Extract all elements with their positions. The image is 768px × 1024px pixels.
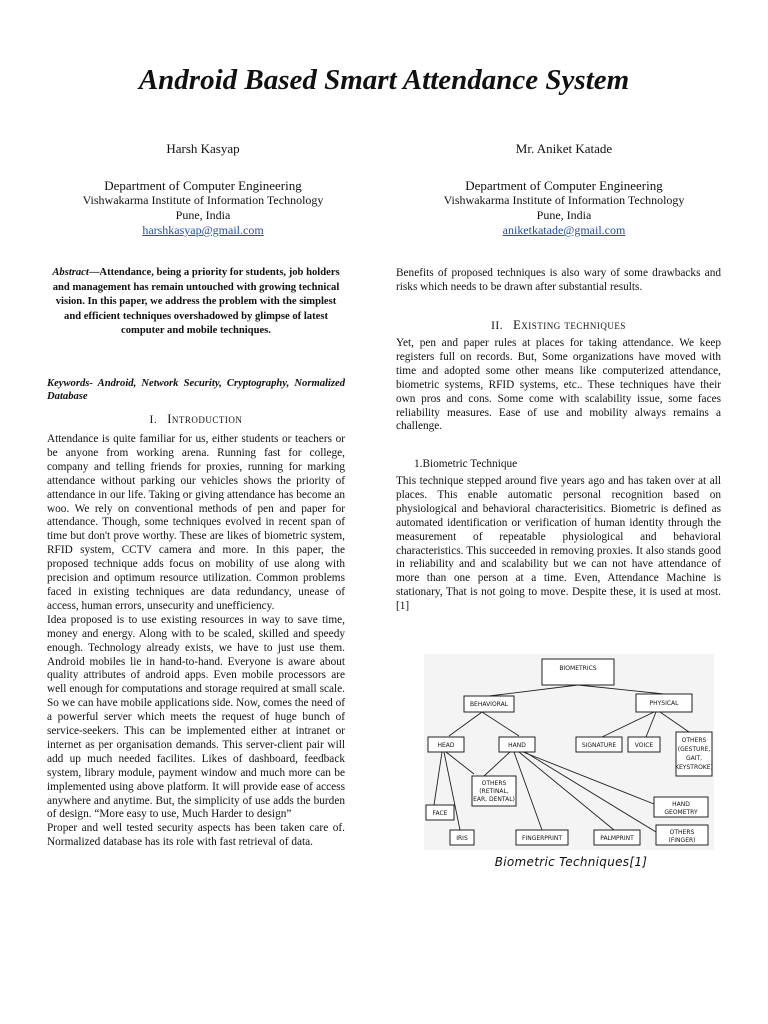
section-title: Existing techniques [513, 318, 626, 332]
node-label: PHYSICAL [649, 700, 679, 707]
paper-title: Android Based Smart Attendance System [138, 64, 630, 96]
node-iris [450, 830, 474, 845]
biometric-tree-figure [424, 654, 714, 850]
node-label: HAND [508, 742, 526, 749]
introduction-body [47, 433, 345, 850]
author-email-link[interactable]: aniketkatade@gmail.com [502, 223, 626, 237]
author-department: Department of Computer Engineering [104, 178, 302, 193]
node-label: HAND [672, 801, 690, 808]
right-intro-paragraph: Benefits of proposed techniques is also wary of some drawbacks and risks which needs to be drawn after substantial results. [396, 267, 721, 293]
node-label: KEYSTROKE) [675, 764, 713, 771]
author-name: Harsh Kasyap [166, 141, 240, 156]
existing-techniques-paragraph: Yet, pen and paper rules at places for taking attendance. We keep registers full on records. But, Some organizations have moved with time and adopted some other means like computerized attendance, biometric systems, RFID systems, etc.. These techniques have their own pros and cons. Some come with scalability issue, some faces reliability measures. Ease of use and mobility always remains a challenge. [396, 337, 721, 433]
abstract-text: Attendance, being a priority for students, job holders and management has remain untouched with growing technical vision. In this paper, we address the problem with the simplest and efficient techniques overshadowed by glimpse of latest computer and mobile techniques. [52, 267, 340, 336]
section-title: Introduction [167, 412, 243, 426]
node-head [428, 737, 464, 752]
section-number: I. [149, 414, 158, 426]
author-institute: Vishwakarma Institute of Information Technology [443, 193, 685, 207]
author-department: Department of Computer Engineering [465, 178, 663, 193]
node-label: BIOMETRICS [559, 665, 597, 672]
node-biometrics [542, 659, 614, 685]
abstract-lead: Abstract [52, 267, 89, 278]
node-palmprint [594, 830, 640, 845]
node-physical [636, 694, 692, 712]
node-label: GAIT, [685, 755, 703, 762]
node-label: (RETINAL, [479, 788, 509, 795]
node-hand [499, 737, 535, 752]
node-label: IRIS [456, 835, 468, 842]
node-label: FACE [432, 810, 448, 817]
author-city: Pune, India [536, 208, 592, 222]
node-label: GEOMETRY [664, 809, 698, 816]
author-name: Mr. Aniket Katade [515, 141, 613, 156]
node-hand-geometry [654, 797, 708, 817]
subsection-heading-biometric: 1.Biometric Technique [414, 458, 518, 470]
author-block-2 [399, 141, 729, 238]
node-label: PALMPRINT [600, 835, 634, 842]
node-label: EAR, DENTAL) [473, 796, 515, 803]
section-number: II. [491, 320, 504, 332]
node-signature [576, 737, 622, 752]
node-voice [628, 737, 660, 752]
node-label: OTHERS [481, 780, 507, 787]
keywords: Keywords- Android, Network Security, Cryptography, Normalized Database [47, 378, 345, 402]
node-behavioral [464, 696, 514, 712]
abstract [47, 266, 345, 339]
node-label: BEHAVIORAL [469, 701, 509, 708]
node-others-finger [656, 825, 708, 845]
node-label: (GESTURE, [677, 746, 711, 753]
node-label: VOICE [634, 742, 654, 749]
author-city: Pune, India [175, 208, 231, 222]
author-block-1 [38, 141, 368, 238]
node-face [426, 805, 454, 820]
figure-caption: Biometric Techniques[1] [494, 855, 648, 869]
node-label: SIGNATURE [581, 742, 617, 749]
introduction-paragraph-3: Proper and well tested security aspects has been taken care of. Normalized database has its role with fast retrieval of data. [47, 822, 345, 849]
node-label: HEAD [437, 742, 455, 749]
node-label: FINGERPRINT [521, 835, 563, 842]
section-heading-existing-techniques [396, 319, 721, 334]
node-fingerprint [516, 830, 568, 845]
biometric-tree-diagram [424, 654, 714, 850]
introduction-paragraph-1: Attendance is quite familiar for us, either students or teachers or be anyone from working arena. Running fast for college, company and telling friends for proxies, running for marking attendance without parking our vehicles shows the priority of attendance in our life. Taking or giving attendance has become an woo. We rely on conventional methods of pen and paper for attendance. Though, some techniques evolved in recent span of time but don't prove worthy. These are likes of biometric system, RFID system, CCTV camera and more. In this paper, the proposed technique adds focus on mobility of use along with precision and optimum resource utilization. Common problems faced in existing techniques are data redundancy, unease of access, human errors, unsecurity and unefficiency. [47, 433, 345, 612]
node-others-physical [675, 732, 713, 776]
section-heading-introduction [47, 413, 345, 428]
node-label: OTHERS [681, 737, 707, 744]
author-institute: Vishwakarma Institute of Information Technology [82, 193, 324, 207]
biometric-paragraph: This technique stepped around five years ago and has taken over at all places. This enable automatic personal recognition based on physiological and behavioral characterisitics. Biometric is defined as automated identification or verification of human identity through the measurement of repeatable physiological and behavioral characteristics. This succeeded in removing proxies. It also stands good in reliability and and scalability but we can not have attendance of more than one person at a time. Even, Attendance Machine is stationary, That is not going to move. Despite these, it is used at most.[1] [396, 475, 721, 613]
author-email-link[interactable]: harshkasyap@gmail.com [142, 223, 264, 237]
introduction-paragraph-2: Idea proposed is to use existing resources in way to save time, money and energy. Along with to be scaled, skilled and speedy enough. Technology already exists, we have to just use them. Android mobiles lie in hand-to-hand. Everyone is aware about quality attributes of android apps. Even mobile processors are well enough for computations and storage required at small scale. So we can have mobile applications side. Now, comes the need of a powerful server which meets the request of huge bunch of service-seekers. This can be implemented either at intranet or internet as per organisation demands. This server-client pair will add up much needed facilites. Likes of dashboard, feedback system, library module, payment window and much more can be implemented using above platform. It will provide ease of access anywhere and anytime. But, the simplicity of use adds the burden of design. “More easy to use, Much Harder to design” [47, 613, 345, 821]
node-label: (FINGER) [668, 837, 696, 844]
node-others-head [472, 776, 516, 806]
abstract-dash: — [88, 267, 100, 278]
node-label: OTHERS [669, 829, 695, 836]
